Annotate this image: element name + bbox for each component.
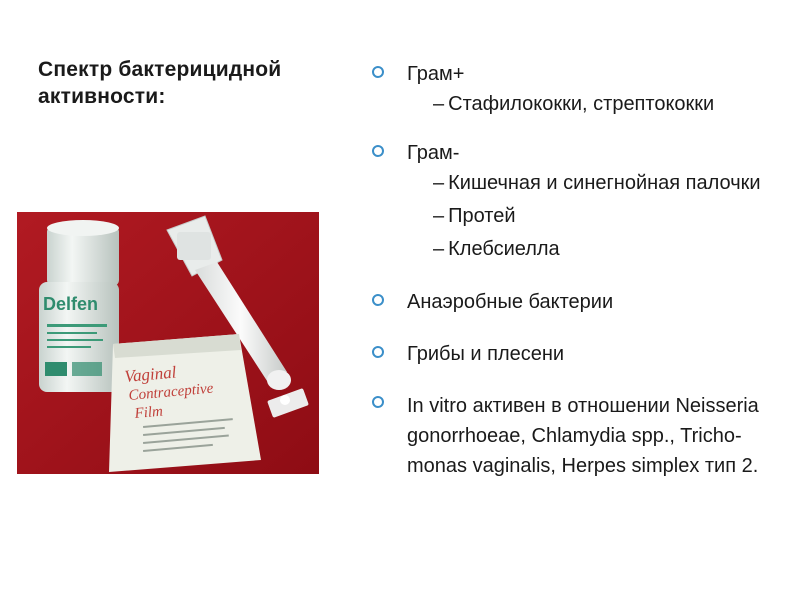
circle-bullet-icon (372, 66, 384, 78)
list-item-gram-negative (372, 139, 792, 266)
circle-bullet-icon (372, 294, 384, 306)
heading-line-2: активности: (38, 85, 166, 108)
sub-item: – Стафилококки, стрептококки (433, 93, 715, 115)
list-item-label: Грам- (407, 142, 460, 164)
bottle (39, 220, 119, 392)
circle-bullet-icon (372, 396, 384, 408)
circle-bullet-icon (372, 145, 384, 157)
sub-item: – Кишечная и синегнойная палочки (433, 172, 761, 194)
list-item-gram-positive (372, 60, 792, 121)
slide-heading (38, 56, 338, 110)
packet-line-2: Contraceptive (127, 380, 215, 404)
list-item-in-vitro (372, 390, 792, 483)
sub-item-label: Кишечная и синегнойная палочки (448, 172, 761, 194)
sub-item: – Протей (433, 205, 516, 227)
packet-line-1: Vaginal (123, 362, 178, 386)
heading-line-1: Спектр бактерицидной (38, 58, 282, 81)
list-item-anaerobic (372, 288, 792, 316)
sub-item-label: Клебсиелла (448, 238, 560, 260)
list-item-label-line: In vitro активен в отношении Neisseria (407, 395, 759, 417)
list-item-label: Грибы и плесени (407, 343, 565, 365)
sub-item-label: Стафилококки, стрептококки (448, 93, 715, 115)
sub-item: – Клебсиелла (433, 238, 560, 260)
list-item-fungi (372, 340, 792, 368)
circle-bullet-icon (372, 346, 384, 358)
sub-item-label: Протей (448, 205, 516, 227)
film-packet (109, 334, 261, 472)
list-item-label-line: monas vaginalis, Herpes simplex тип 2. (407, 455, 759, 477)
bottle-brand-label: Delfen (43, 294, 99, 314)
list-item-label: Анаэробные бактерии (407, 291, 614, 313)
product-photo (17, 212, 319, 474)
spectrum-list (372, 60, 792, 483)
list-item-label-line: gonorrhoeae, Chlamydia spp., Tricho- (407, 425, 742, 447)
list-item-label: Грам+ (407, 63, 465, 85)
packet-line-3: Film (133, 403, 164, 422)
